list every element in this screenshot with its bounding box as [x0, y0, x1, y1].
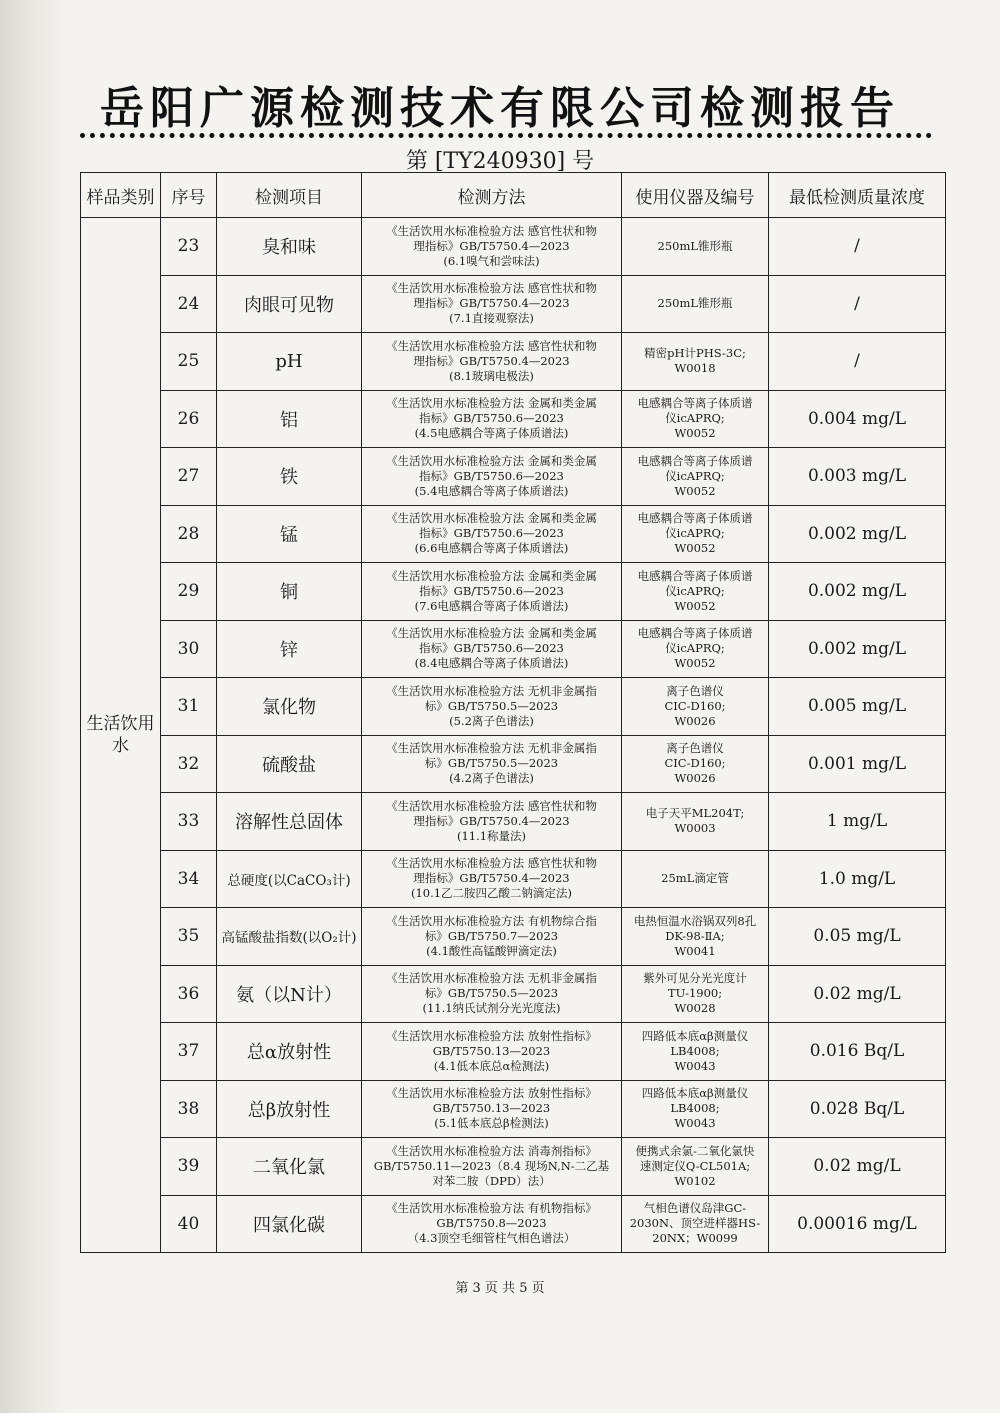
method-line: 指标》GB/T5750.6—2023 [419, 468, 564, 483]
item-cell: pH [217, 333, 362, 391]
instrument-line: 四路低本底αβ测量仪 [641, 1028, 749, 1043]
method-line: (5.1低本底总β检测法) [434, 1116, 549, 1131]
method-line: 对苯二胺（DPD）法） [432, 1173, 551, 1188]
method-line: 标》GB/T5750.5—2023 [424, 986, 559, 1001]
header-limit: 最低检测质量浓度 [769, 173, 946, 218]
header-category: 样品类别 [81, 173, 161, 218]
instrument-line: W0102 [674, 1173, 716, 1188]
table-row [81, 620, 946, 678]
instrument-line: 电热恒温水浴锅双列8孔 [633, 913, 757, 928]
method-line: (8.4电感耦合等离子体质谱法) [414, 656, 569, 671]
instrument-line: 250mL锥形瓶 [657, 238, 733, 253]
seq-cell: 39 [161, 1138, 217, 1196]
table-row [81, 1138, 946, 1196]
limit-cell: / [769, 333, 946, 391]
instrument-line: 便携式余氯-二氧化氯快 [635, 1143, 755, 1158]
method-line: (5.4电感耦合等离子体质谱法) [414, 483, 569, 498]
seq-cell: 27 [161, 448, 217, 506]
seq-cell: 40 [161, 1195, 217, 1253]
limit-cell: 0.002 mg/L [769, 620, 946, 678]
method-line: 《生活饮用水标准检验方法 放射性指标》 [386, 1086, 597, 1101]
table-row [81, 390, 946, 448]
limit-cell: 0.02 mg/L [769, 1138, 946, 1196]
item-cell: 总硬度(以CaCO₃计) [217, 850, 362, 908]
instrument-line: 电子天平ML204T; [645, 806, 745, 821]
instrument-line: 仪icAPRQ; [665, 526, 725, 541]
method-line: 理指标》GB/T5750.4—2023 [413, 813, 570, 828]
instrument-cell [622, 390, 769, 448]
seq-cell: 29 [161, 563, 217, 621]
instrument-line: LB4008; [670, 1043, 720, 1058]
instrument-line: 精密pH计PHS-3C; [644, 346, 746, 361]
instrument-line: W0052 [674, 541, 716, 556]
instrument-cell [622, 908, 769, 966]
item-cell: 铜 [217, 563, 362, 621]
method-line: 指标》GB/T5750.6—2023 [419, 526, 564, 541]
item-cell: 总β放射性 [217, 1080, 362, 1138]
method-line: 标》GB/T5750.5—2023 [424, 756, 559, 771]
limit-cell: 1.0 mg/L [769, 850, 946, 908]
instrument-line: 离子色谱仪 [666, 683, 724, 698]
method-cell [362, 390, 622, 448]
instrument-cell [622, 1023, 769, 1081]
method-line: (11.1称量法) [456, 828, 527, 843]
binding-shadow [0, 0, 70, 1413]
method-line: 《生活饮用水标准检验方法 放射性指标》 [386, 1028, 597, 1043]
header-instrument: 使用仪器及编号 [622, 173, 769, 218]
instrument-cell [622, 620, 769, 678]
method-line: 指标》GB/T5750.6—2023 [419, 583, 564, 598]
instrument-cell [622, 333, 769, 391]
limit-cell: 0.004 mg/L [769, 390, 946, 448]
header-seq: 序号 [161, 173, 217, 218]
instrument-line: 250mL锥形瓶 [657, 296, 733, 311]
seq-cell: 23 [161, 218, 217, 276]
seq-cell: 34 [161, 850, 217, 908]
instrument-line: W0026 [674, 771, 716, 786]
item-cell: 氨（以N计） [217, 965, 362, 1023]
dotted-divider [80, 133, 932, 138]
limit-cell: 0.02 mg/L [769, 965, 946, 1023]
table-row [81, 735, 946, 793]
method-cell [362, 333, 622, 391]
table-row [81, 965, 946, 1023]
method-line: 《生活饮用水标准检验方法 有机物综合指 [386, 913, 597, 928]
method-line: （4.3顶空毛细管柱气相色谱法） [407, 1231, 576, 1246]
seq-cell: 38 [161, 1080, 217, 1138]
table-row [81, 505, 946, 563]
method-line: 《生活饮用水标准检验方法 金属和类金属 [386, 453, 597, 468]
instrument-line: 电感耦合等离子体质谱 [637, 453, 753, 468]
limit-cell: 0.003 mg/L [769, 448, 946, 506]
method-line: 《生活饮用水标准检验方法 感官性状和物 [386, 338, 597, 353]
instrument-line: 仪icAPRQ; [665, 468, 725, 483]
method-line: 《生活饮用水标准检验方法 感官性状和物 [386, 281, 597, 296]
method-line: 《生活饮用水标准检验方法 有机物指标》 [386, 1201, 597, 1216]
instrument-line: W0028 [674, 1001, 716, 1016]
method-line: (6.1嗅气和尝味法) [443, 253, 540, 268]
table-row [81, 1195, 946, 1253]
method-line: 《生活饮用水标准检验方法 无机非金属指 [386, 683, 597, 698]
method-line: GB/T5750.13—2023 [432, 1043, 551, 1058]
table-row [81, 793, 946, 851]
item-cell: 总α放射性 [217, 1023, 362, 1081]
instrument-cell [622, 850, 769, 908]
method-line: 《生活饮用水标准检验方法 感官性状和物 [386, 223, 597, 238]
instrument-line: CIC-D160; [664, 756, 726, 771]
instrument-line: 25mL滴定管 [661, 871, 729, 886]
table-row [81, 563, 946, 621]
method-cell [362, 965, 622, 1023]
item-cell: 硫酸盐 [217, 735, 362, 793]
page-footer: 第 3 页 共 5 页 [455, 1281, 545, 1296]
method-line: 标》GB/T5750.7—2023 [424, 928, 559, 943]
method-cell [362, 505, 622, 563]
method-cell [362, 275, 622, 333]
item-cell: 二氧化氯 [217, 1138, 362, 1196]
limit-cell: 0.05 mg/L [769, 908, 946, 966]
item-cell: 锰 [217, 505, 362, 563]
method-line: 指标》GB/T5750.6—2023 [419, 641, 564, 656]
instrument-line: 电感耦合等离子体质谱 [637, 626, 753, 641]
seq-cell: 28 [161, 505, 217, 563]
method-cell [362, 1195, 622, 1253]
method-line: GB/T5750.11—2023（8.4 现场N,N-二乙基 [373, 1158, 610, 1173]
instrument-cell [622, 965, 769, 1023]
method-line: 理指标》GB/T5750.4—2023 [413, 353, 570, 368]
instrument-line: 20NX；W0099 [652, 1231, 738, 1246]
method-cell [362, 620, 622, 678]
table-row [81, 448, 946, 506]
results-table [80, 172, 946, 1253]
instrument-line: CIC-D160; [664, 698, 726, 713]
method-cell [362, 1080, 622, 1138]
method-line: 《生活饮用水标准检验方法 金属和类金属 [386, 568, 597, 583]
method-line: (8.1玻璃电极法) [449, 368, 534, 383]
instrument-cell [622, 1080, 769, 1138]
instrument-line: W0052 [674, 426, 716, 441]
instrument-line: 电感耦合等离子体质谱 [637, 396, 753, 411]
method-cell [362, 793, 622, 851]
instrument-line: W0052 [674, 656, 716, 671]
seq-cell: 26 [161, 390, 217, 448]
instrument-cell [622, 735, 769, 793]
instrument-line: W0026 [674, 713, 716, 728]
limit-cell: / [769, 218, 946, 276]
method-line: 《生活饮用水标准检验方法 感官性状和物 [386, 856, 597, 871]
method-cell [362, 563, 622, 621]
limit-cell: 0.002 mg/L [769, 505, 946, 563]
method-cell [362, 908, 622, 966]
table-row [81, 333, 946, 391]
seq-cell: 35 [161, 908, 217, 966]
method-line: (7.6电感耦合等离子体质谱法) [414, 598, 569, 613]
method-line: (10.1乙二胺四乙酸二钠滴定法) [410, 886, 573, 901]
method-line: (7.1直接观察法) [449, 311, 534, 326]
instrument-line: 仪icAPRQ; [665, 583, 725, 598]
instrument-line: TU-1900; [667, 986, 723, 1001]
method-line: (4.1酸性高锰酸钾滴定法) [426, 943, 557, 958]
table-row [81, 1023, 946, 1081]
instrument-line: 离子色谱仪 [666, 741, 724, 756]
item-cell: 铝 [217, 390, 362, 448]
instrument-line: 四路低本底αβ测量仪 [641, 1086, 749, 1101]
limit-cell: 0.001 mg/L [769, 735, 946, 793]
method-cell [362, 1023, 622, 1081]
instrument-line: 速测定仪Q-CL501A; [639, 1158, 751, 1173]
method-cell [362, 1138, 622, 1196]
method-line: 《生活饮用水标准检验方法 无机非金属指 [386, 741, 597, 756]
method-cell [362, 218, 622, 276]
instrument-line: 电感耦合等离子体质谱 [637, 568, 753, 583]
seq-cell: 33 [161, 793, 217, 851]
item-cell: 四氯化碳 [217, 1195, 362, 1253]
table-row [81, 678, 946, 736]
method-line: 理指标》GB/T5750.4—2023 [413, 871, 570, 886]
seq-cell: 25 [161, 333, 217, 391]
method-line: 《生活饮用水标准检验方法 消毒剂指标》 [386, 1143, 597, 1158]
sample-category-cell: 生活饮用水 [81, 218, 161, 1253]
header-item: 检测项目 [217, 173, 362, 218]
method-cell [362, 448, 622, 506]
method-line: (4.1低本底总α检测法) [433, 1058, 550, 1073]
instrument-line: 紫外可见分光光度计 [643, 971, 747, 986]
limit-cell: 1 mg/L [769, 793, 946, 851]
table-header-row [81, 173, 946, 218]
limit-cell: / [769, 275, 946, 333]
seq-cell: 36 [161, 965, 217, 1023]
instrument-line: W0003 [674, 821, 716, 836]
instrument-line: LB4008; [670, 1101, 720, 1116]
limit-cell: 0.002 mg/L [769, 563, 946, 621]
method-line: 《生活饮用水标准检验方法 金属和类金属 [386, 626, 597, 641]
seq-cell: 32 [161, 735, 217, 793]
instrument-line: W0018 [674, 361, 716, 376]
item-cell: 高锰酸盐指数(以O₂计) [217, 908, 362, 966]
method-line: (11.1纳氏试剂分光光度法) [422, 1001, 561, 1016]
method-line: 理指标》GB/T5750.4—2023 [413, 238, 570, 253]
instrument-cell [622, 563, 769, 621]
item-cell: 氯化物 [217, 678, 362, 736]
seq-cell: 37 [161, 1023, 217, 1081]
item-cell: 溶解性总固体 [217, 793, 362, 851]
method-line: 《生活饮用水标准检验方法 无机非金属指 [386, 971, 597, 986]
method-line: 《生活饮用水标准检验方法 感官性状和物 [386, 798, 597, 813]
table-row [81, 908, 946, 966]
instrument-line: W0052 [674, 483, 716, 498]
limit-cell: 0.00016 mg/L [769, 1195, 946, 1253]
table-row [81, 275, 946, 333]
limit-cell: 0.016 Bq/L [769, 1023, 946, 1081]
report-title: 岳阳广源检测技术有限公司检测报告 [100, 83, 900, 134]
item-cell: 臭和味 [217, 218, 362, 276]
method-cell [362, 735, 622, 793]
instrument-cell [622, 678, 769, 736]
method-cell [362, 678, 622, 736]
instrument-line: 电感耦合等离子体质谱 [637, 511, 753, 526]
instrument-line: W0052 [674, 598, 716, 613]
method-line: 标》GB/T5750.5—2023 [424, 698, 559, 713]
instrument-cell [622, 448, 769, 506]
seq-cell: 31 [161, 678, 217, 736]
table-row [81, 218, 946, 276]
limit-cell: 0.005 mg/L [769, 678, 946, 736]
instrument-cell [622, 275, 769, 333]
instrument-line: 仪icAPRQ; [665, 641, 725, 656]
method-cell [362, 850, 622, 908]
seq-cell: 24 [161, 275, 217, 333]
item-cell: 铁 [217, 448, 362, 506]
item-cell: 肉眼可见物 [217, 275, 362, 333]
instrument-line: W0041 [674, 943, 716, 958]
method-line: (4.2离子色谱法) [449, 771, 534, 786]
instrument-cell [622, 793, 769, 851]
instrument-cell [622, 1138, 769, 1196]
instrument-line: 气相色谱仪岛津GC- [643, 1201, 747, 1216]
item-cell: 锌 [217, 620, 362, 678]
table-row [81, 1080, 946, 1138]
method-line: 理指标》GB/T5750.4—2023 [413, 296, 570, 311]
instrument-line: W0043 [674, 1058, 716, 1073]
seq-cell: 30 [161, 620, 217, 678]
header-method: 检测方法 [362, 173, 622, 218]
method-line: GB/T5750.8—2023 [436, 1216, 547, 1231]
method-line: (4.5电感耦合等离子体质谱法) [414, 426, 569, 441]
method-line: GB/T5750.13—2023 [432, 1101, 551, 1116]
instrument-cell [622, 1195, 769, 1253]
table-row [81, 850, 946, 908]
method-line: 《生活饮用水标准检验方法 金属和类金属 [386, 396, 597, 411]
report-number: 第 [TY240930] 号 [405, 149, 595, 174]
instrument-cell [622, 505, 769, 563]
method-line: (6.6电感耦合等离子体质谱法) [414, 541, 569, 556]
instrument-line: 仪icAPRQ; [665, 411, 725, 426]
instrument-cell [622, 218, 769, 276]
method-line: 《生活饮用水标准检验方法 金属和类金属 [386, 511, 597, 526]
instrument-line: DK-98-ⅡA; [665, 928, 725, 943]
instrument-line: W0043 [674, 1116, 716, 1131]
limit-cell: 0.028 Bq/L [769, 1080, 946, 1138]
method-line: 指标》GB/T5750.6—2023 [419, 411, 564, 426]
method-line: (5.2离子色谱法) [449, 713, 534, 728]
instrument-line: 2030N、顶空进样器HS- [629, 1216, 761, 1231]
